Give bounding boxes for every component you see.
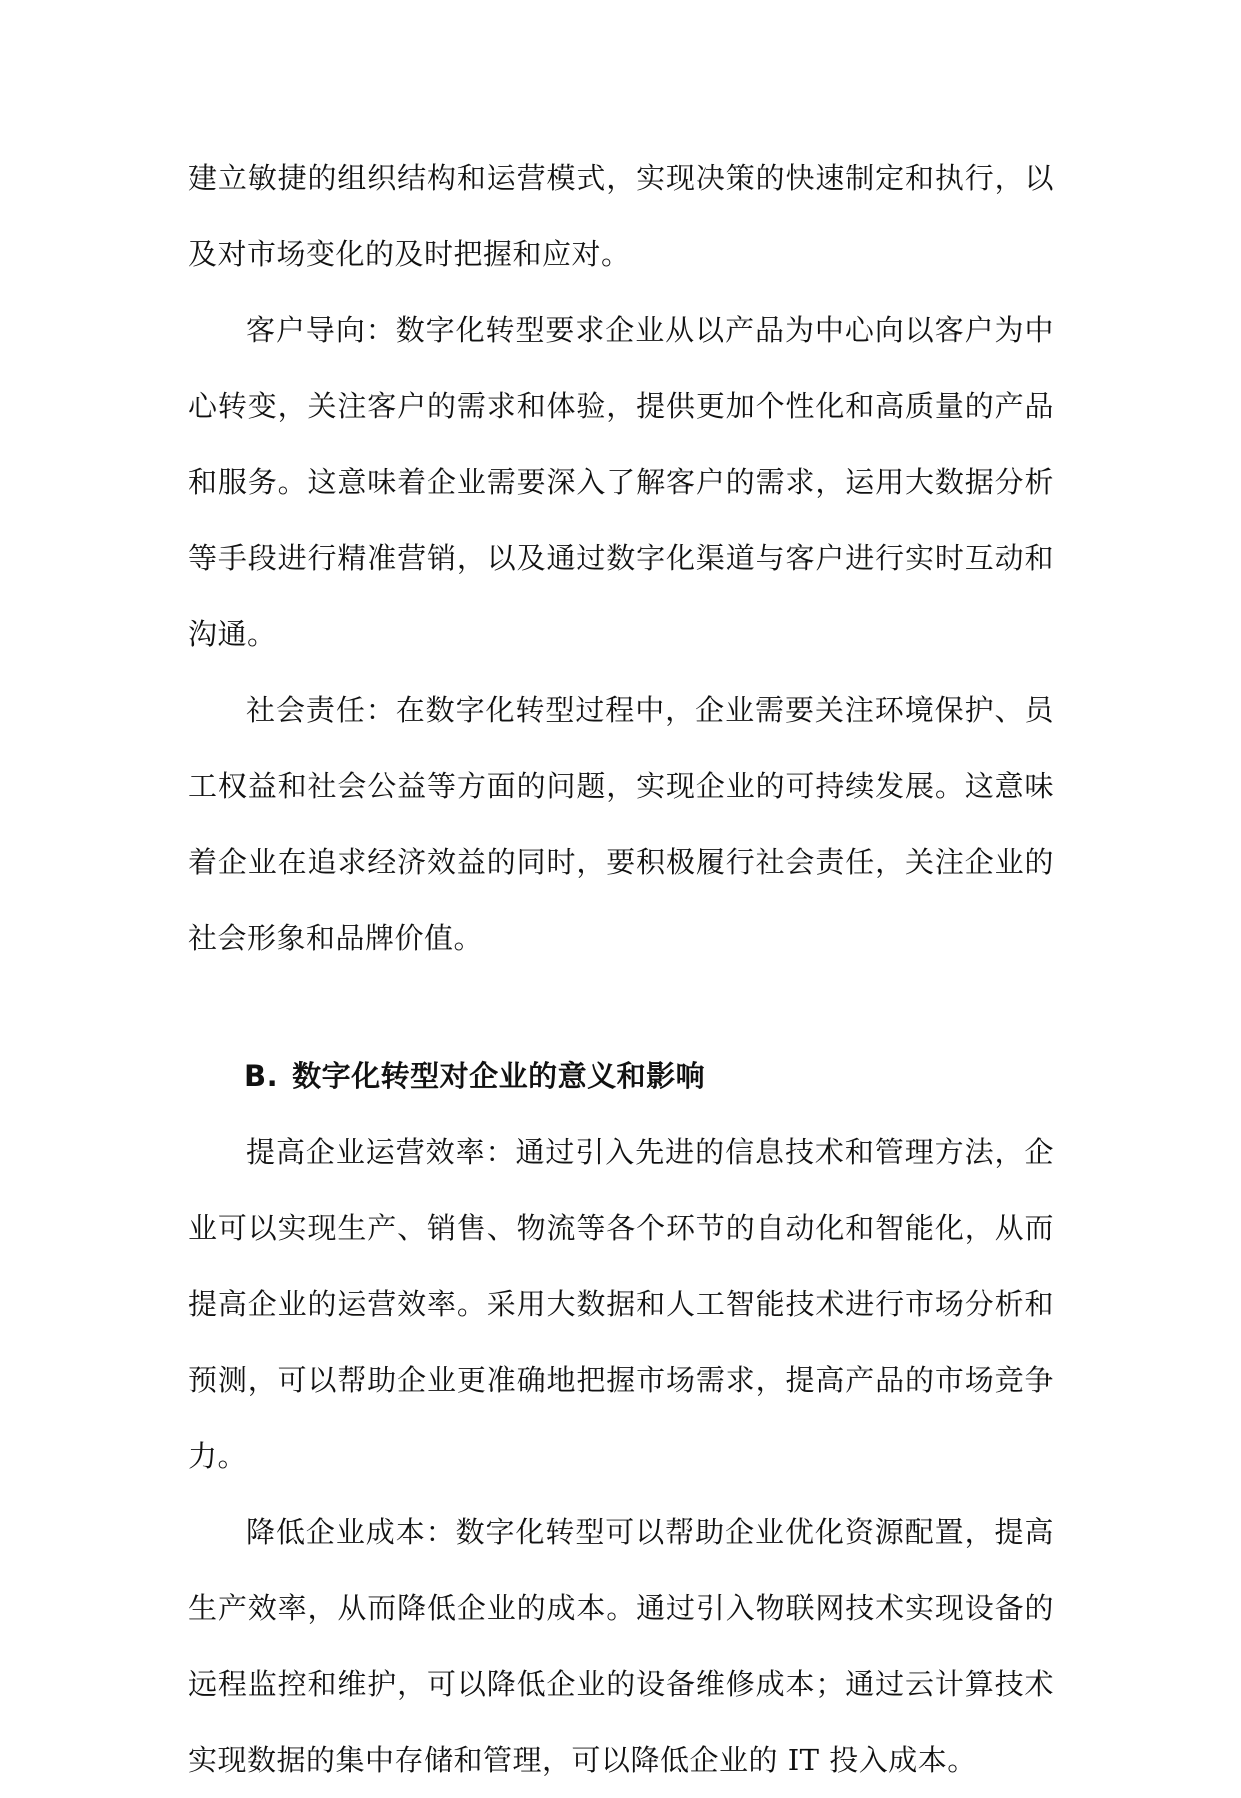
paragraph-customer-orientation: 客户导向：数字化转型要求企业从以产品为中心向以客户为中心转变，关注客户的需求和体验，提供更加个性化和高质量的产品和服务。这意味着企业需要深入了解客户的需求，运用大数据分析等手段进行精准营销，以及通过数字化渠道与客户进行实时互动和沟通。 bbox=[188, 313, 1054, 651]
paragraph-cost-reduction: 降低企业成本：数字化转型可以帮助企业优化资源配置，提高生产效率，从而降低企业的成本。通过引入物联网技术实现设备的远程监控和维护，可以降低企业的设备维修成本；通过云计算技术实现数据的集中存储和管理，可以降低企业的 IT 投入成本。 bbox=[188, 1515, 1054, 1777]
section-heading bbox=[188, 1038, 1054, 1114]
section-title: 数字化转型对企业的意义和影响 bbox=[292, 1059, 706, 1093]
paragraph-agile-continuation: 建立敏捷的组织结构和运营模式，实现决策的快速制定和执行，以及对市场变化的及时把握和应对。 bbox=[188, 161, 1054, 271]
section-number: B. bbox=[244, 1059, 279, 1093]
paragraph-efficiency: 提高企业运营效率：通过引入先进的信息技术和管理方法，企业可以实现生产、销售、物流等各个环节的自动化和智能化，从而提高企业的运营效率。采用大数据和人工智能技术进行市场分析和预测，可以帮助企业更准确地把握市场需求，提高产品的市场竞争力。 bbox=[188, 1135, 1054, 1473]
paragraph-social-responsibility: 社会责任：在数字化转型过程中，企业需要关注环境保护、员工权益和社会公益等方面的问题，实现企业的可持续发展。这意味着企业在追求经济效益的同时，要积极履行社会责任，关注企业的社会形象和品牌价值。 bbox=[188, 693, 1054, 955]
document-body bbox=[188, 140, 1054, 1798]
